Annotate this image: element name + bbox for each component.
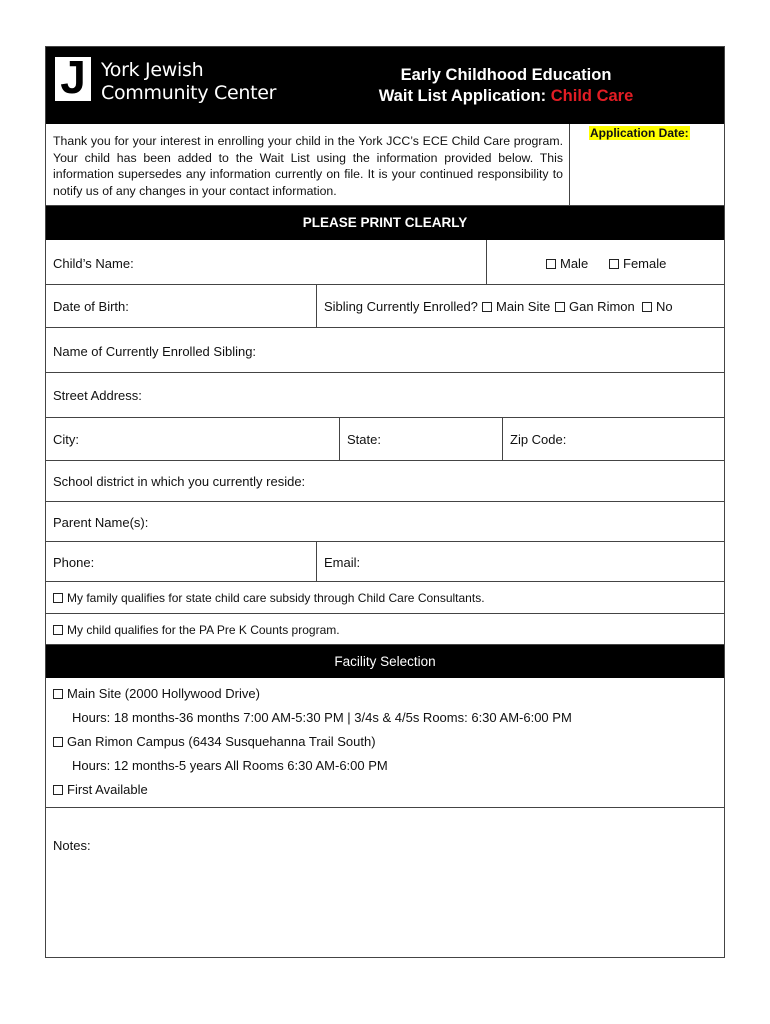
notes-label: Notes: [53, 838, 91, 853]
email-label: Email: [324, 555, 361, 570]
prek-label: My child qualifies for the PA Pre K Counts program. [67, 623, 340, 637]
form-header [46, 47, 724, 124]
intro-row [46, 124, 724, 206]
subsidy-option[interactable] [53, 591, 485, 605]
child-name-row [46, 240, 724, 285]
facility-main-site-checkbox[interactable] [53, 689, 63, 699]
jcc-logo-icon [55, 51, 91, 103]
facility-main-site-label: Main Site (2000 Hollywood Drive) [67, 686, 260, 701]
print-clearly-banner: PLEASE PRINT CLEARLY [46, 206, 724, 240]
phone-email-row [46, 542, 724, 582]
email-field[interactable] [317, 542, 724, 581]
no-checkbox[interactable] [642, 302, 652, 312]
facility-gan-rimon-label: Gan Rimon Campus (6434 Susquehanna Trail South) [67, 734, 376, 749]
logo-wordmark [101, 59, 276, 105]
prek-row [46, 614, 724, 645]
subsidy-row [46, 582, 724, 614]
notes-field[interactable] [46, 808, 724, 957]
facility-main-site-hours: Hours: 18 months-36 months 7:00 AM-5:30 PM | 3/4s & 4/5s Rooms: 6:30 AM-6:00 PM [72, 710, 572, 725]
male-checkbox[interactable] [546, 259, 556, 269]
state-field[interactable] [340, 418, 502, 460]
zip-label: Zip Code: [510, 432, 567, 447]
facility-first-available-checkbox[interactable] [53, 785, 63, 795]
logo-mark: J [60, 51, 86, 103]
title-highlight: Child Care [550, 87, 634, 105]
dob-row [46, 285, 724, 328]
parent-names-label: Parent Name(s): [53, 515, 149, 530]
facility-options [46, 678, 724, 808]
title-line-2 [316, 86, 696, 107]
female-label: Female [623, 256, 667, 271]
sibling-no-option[interactable] [642, 299, 673, 314]
school-district-label: School district in which you currently reside: [53, 474, 306, 489]
application-date-label: Application Date: [590, 126, 689, 140]
dob-label: Date of Birth: [53, 299, 129, 314]
no-label: No [656, 299, 673, 314]
street-address-field[interactable] [46, 373, 724, 418]
intro-text: Thank you for your interest in enrolling your child in the York JCC’s ECE Child Care program. Your child has been added to the Wait List using the information provided below. This information supersedes any information currently on file. It is your continued responsibility to notify us of any changes in your contact information. [53, 134, 563, 198]
divider [316, 285, 317, 327]
child-name-label: Child’s Name: [53, 256, 134, 271]
facility-gan-rimon-checkbox[interactable] [53, 737, 63, 747]
subsidy-label: My family qualifies for state child care subsidy through Child Care Consultants. [67, 591, 485, 605]
dob-field[interactable] [46, 285, 316, 327]
subsidy-checkbox[interactable] [53, 593, 63, 603]
sibling-name-label: Name of Currently Enrolled Sibling: [53, 344, 257, 359]
facility-first-available-option[interactable] [53, 778, 572, 802]
zip-field[interactable] [503, 418, 724, 460]
sibling-main-site-option[interactable] [482, 299, 550, 314]
main-site-label: Main Site [496, 299, 551, 314]
female-checkbox[interactable] [609, 259, 619, 269]
male-label: Male [560, 256, 589, 271]
sibling-name-field[interactable] [46, 328, 724, 373]
main-site-checkbox[interactable] [482, 302, 492, 312]
prek-checkbox[interactable] [53, 625, 63, 635]
application-date-field[interactable] [569, 124, 724, 205]
facility-main-site-option[interactable] [53, 682, 572, 706]
divider [486, 240, 487, 284]
facility-first-available-label: First Available [67, 782, 148, 797]
gan-rimon-label: Gan Rimon [569, 299, 635, 314]
child-name-field[interactable] [46, 240, 486, 284]
city-label: City: [53, 432, 79, 447]
female-option[interactable] [609, 256, 666, 271]
parent-names-field[interactable] [46, 502, 724, 542]
facility-gan-rimon-option[interactable] [53, 730, 572, 754]
prek-option[interactable] [53, 623, 340, 637]
facility-selection-banner: Facility Selection [46, 645, 724, 678]
wait-list-form [45, 46, 725, 958]
gan-rimon-checkbox[interactable] [555, 302, 565, 312]
state-label: State: [347, 432, 381, 447]
sibling-enrolled-label: Sibling Currently Enrolled? [324, 299, 478, 314]
title-line-1: Early Childhood Education [400, 66, 612, 84]
male-option[interactable] [546, 256, 588, 271]
city-state-zip-row [46, 418, 724, 461]
logo-line-2: Community Center [101, 82, 277, 104]
title-prefix: Wait List Application: [378, 87, 551, 105]
logo-line-1: York Jewish [101, 59, 204, 81]
phone-field[interactable] [46, 542, 316, 581]
facility-list [53, 682, 572, 802]
school-district-field[interactable] [46, 461, 724, 502]
city-field[interactable] [46, 418, 339, 460]
sibling-gan-rimon-option[interactable] [555, 299, 635, 314]
street-address-label: Street Address: [53, 388, 142, 403]
form-title [316, 65, 696, 107]
phone-label: Phone: [53, 555, 95, 570]
facility-gan-rimon-hours: Hours: 12 months-5 years All Rooms 6:30 AM-6:00 PM [72, 758, 388, 773]
